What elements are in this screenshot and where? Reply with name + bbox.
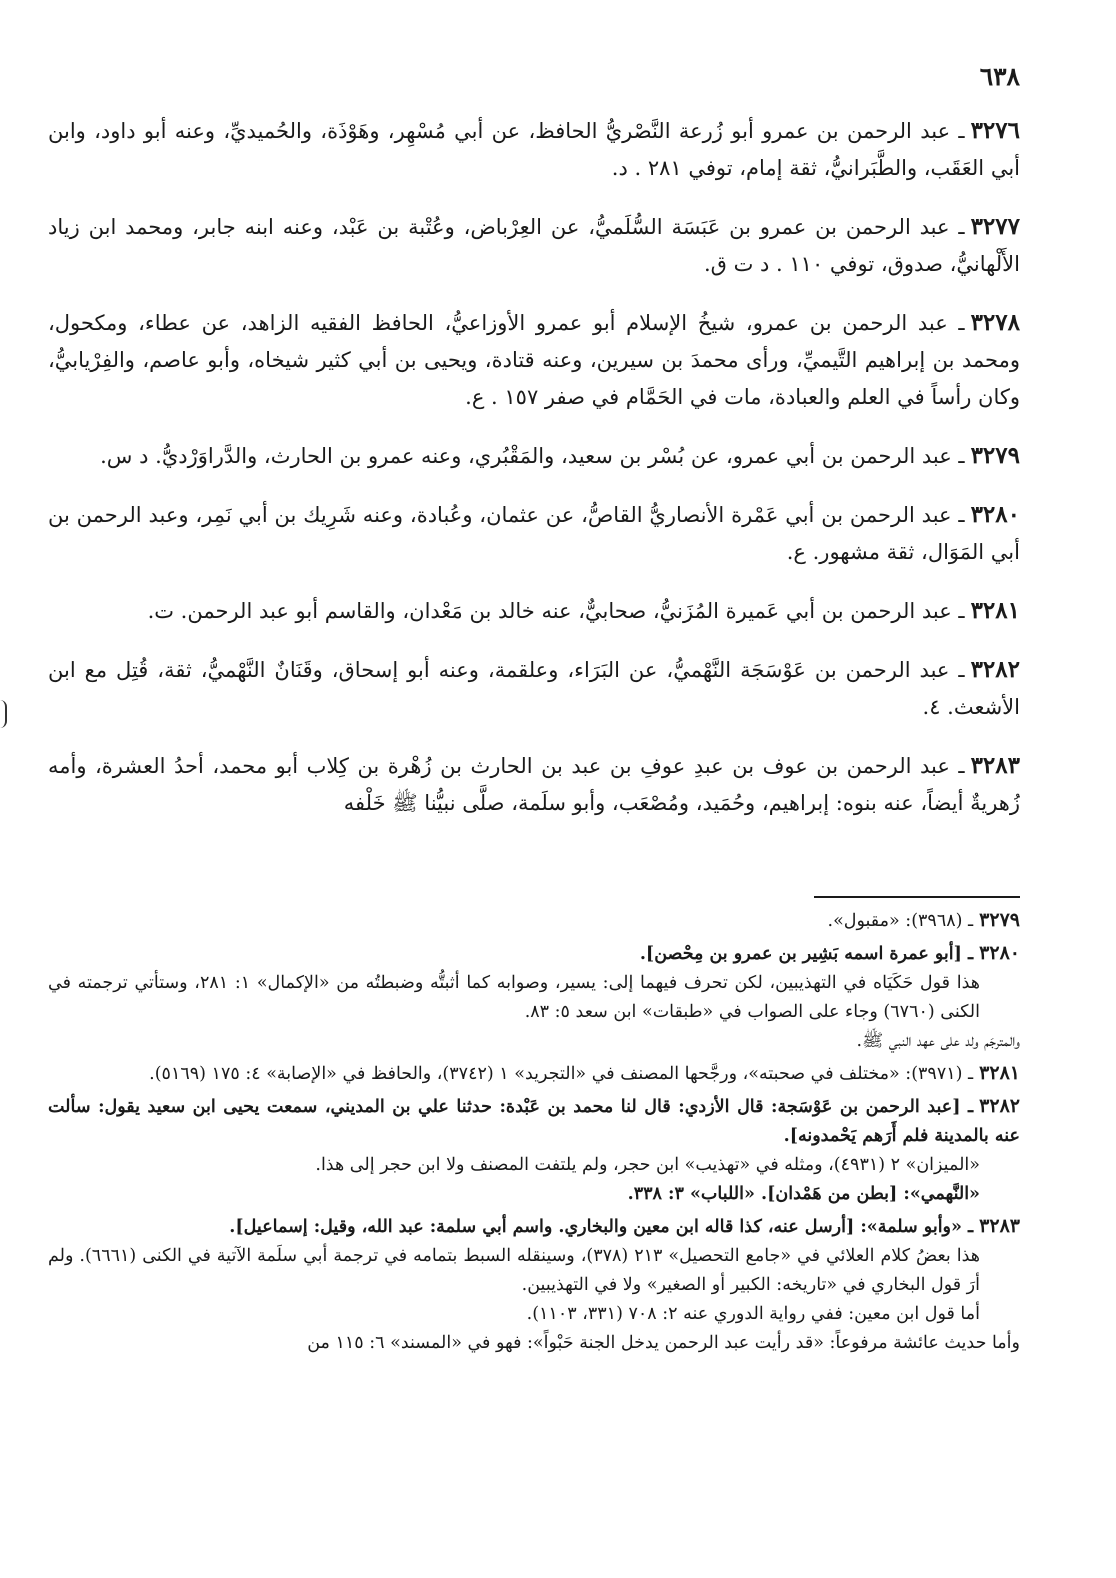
entry-text: ـ عبد الرحمن بن أبي عَمْرة الأنصاريُّ القاصُّ، عن عثمان، وعُبادة، وعنه شَرِيك بن أبي نَمِر، وعبد الرحمن بن أبي المَوَال، ثقة مشهور. ع. bbox=[48, 503, 1020, 564]
entry bbox=[48, 437, 1020, 475]
entry-text: ـ عبد الرحمن بن عمرو بن عَبَسَة السُّلَميُّ، عن العِرْباض، وعُتْبة بن عَبْد، وعنه ابنه جابر، ومحمد ابن زياد الأَلْهانيُّ، صدوق، توفي ١١٠ . د ت ق. bbox=[48, 215, 1020, 276]
entry-text: ـ عبد الرحمن بن أبي عمرو، عن بُسْر بن سعيد، والمَقْبُري، وعنه عمرو بن الحارث، والدَّراوَرْديُّ. د س. bbox=[100, 444, 965, 468]
entry-text: ـ عبد الرحمن بن عَوْسَجَة النَّهْميُّ، عن البَرَاء، وعلقمة، وعنه أبو إسحاق، وقَنَانٌ النَّهْميُّ، ثقة، قُتِل مع ابن الأشعث. ٤. bbox=[48, 658, 1020, 719]
footnote-lead: ـ «وأبو سلمة»: [أرسل عنه، كذا قاله ابن معين والبخاري. واسم أبي سلمة: عبد الله، وقيل: إسماعيل]. bbox=[229, 1217, 974, 1237]
footnote-paragraph: «النَّهمي»: [بطن من هَمْدان]. «اللباب» ٣: ٣٣٨. bbox=[627, 1184, 980, 1204]
footnote-number: ٣٢٨٠ bbox=[979, 942, 1020, 964]
entry-text: ـ عبد الرحمن بن أبي عَميرة المُزَنيُّ، صحابيٌّ، عنه خالد بن مَعْدان، والقاسم أبو عبد الرحمن. ت. bbox=[147, 599, 965, 623]
page-number: ٦٣٨ bbox=[979, 62, 1020, 91]
footnote-number: ٣٢٨٣ bbox=[979, 1215, 1020, 1237]
entry-number: ٣٢٨٢ bbox=[970, 656, 1020, 683]
entry bbox=[48, 304, 1020, 416]
footnote bbox=[48, 1092, 1020, 1209]
footnote-paragraph: هذا بعضُ كلام العلائي في «جامع التحصيل» ٢١٣ (٣٧٨)، وسينقله السبط بتمامه في ترجمة أبي سلَمة الآتية في الكنى (٦٦٦١). ولم أرَ قول البخاري في «تاريخه: الكبير أو الصغير» ولا في التهذيبين. bbox=[48, 1246, 981, 1295]
entry bbox=[48, 112, 1020, 187]
entries-list bbox=[48, 112, 1020, 831]
footnote-divider bbox=[814, 896, 1020, 898]
footnote-paragraph: أما قول ابن معين: ففي رواية الدوري عنه ٢: ٧٠٨ (٣٣١، ١١٠٣). bbox=[526, 1304, 980, 1324]
entry bbox=[48, 651, 1020, 726]
footnote-paragraph: هذا قول حَكَيَاه في التهذيبين، لكن تحرف فيهما إلى: يسير، وصوابه كما أثبتُّه وضبطتُه من «الإكمال» ١: ٢٨١، وستأتي ترجمته في الكنى (٦٧٦٠) وجاء على الصواب في «طبقات» ابن سعد ٥: ٨٣. bbox=[48, 973, 980, 1022]
page-edge-mark bbox=[0, 700, 7, 728]
entry bbox=[48, 496, 1020, 571]
entry-text: ـ عبد الرحمن بن عمرو أبو زُرعة النَّصْريُّ الحافظ، عن أبي مُسْهِر، وهَوْذَة، والحُميديِّ، وعنه أبو داود، وابن أبي العَقَب، والطَّبَرانيُّ، ثقة إمام، توفي ٢٨١ . د. bbox=[48, 119, 1020, 180]
entry-text: ـ عبد الرحمن بن عوف بن عبدِ عوفِ بن عبد بن الحارث بن زُهْرة بن كِلاب أبو محمد، أحدُ العشرة، وأمه زُهريةٌ أيضاً، عنه بنوه: إبراهيم، وحُمَيد، ومُصْعَب، وأبو سلَمة، صلَّى نبيُّنا ﷺ خَلْفه bbox=[48, 754, 1020, 815]
footnote-number: ٣٢٧٩ bbox=[979, 909, 1020, 931]
footnote-lead: ـ [أبو عمرة اسمه بَشِير بن عمرو بن مِحْصن]. bbox=[639, 944, 974, 964]
footnotes-list bbox=[48, 906, 1020, 1361]
entry-number: ٣٢٧٦ bbox=[970, 117, 1020, 144]
entry bbox=[48, 592, 1020, 630]
entry-number: ٣٢٧٩ bbox=[970, 442, 1020, 469]
footnote bbox=[48, 906, 1020, 936]
footnote-lead: ـ [عبد الرحمن بن عَوْسَجة: قال الأزدي: قال لنا محمد بن عَبْدة: حدثنا علي بن المديني، سمعت يحيى ابن سعيد يقول: سألت عنه بالمدينة فلم أَرَهم يَحْمدونه]. bbox=[48, 1097, 1020, 1146]
entry-text: ـ عبد الرحمن بن عمرو، شيخُ الإسلام أبو عمرو الأوزاعيُّ، الحافظ الفقيه الزاهد، عن عطاء، ومكحول، ومحمد بن إبراهيم التَّيميِّ، ورأى محمدَ بن سيرين، وعنه قتادة، ويحيى بن أبي كثير شيخاه، وأبو عاصم، والفِرْيابيُّ، وكان رأساً في العلم والعبادة، مات في الحَمَّام في صفر ١٥٧ . ع. bbox=[48, 311, 1020, 409]
footnote-paragraph: وأما حديث عائشة مرفوعاً: «قد رأيت عبد الرحمن يدخل الجنة حَبْواً»: فهو في «المسند» ٦: ١١٥ من bbox=[307, 1333, 1020, 1353]
footnote bbox=[48, 939, 1020, 1056]
entry-number: ٣٢٧٨ bbox=[970, 309, 1020, 336]
footnote bbox=[48, 1059, 1020, 1089]
entry-number: ٣٢٨١ bbox=[970, 597, 1020, 624]
footnote-paragraph: «الميزان» ٢ (٤٩٣١)، ومثله في «تهذيب» ابن حجر، ولم يلتفت المصنف ولا ابن حجر إلى هذا. bbox=[315, 1155, 980, 1175]
footnote-text: ـ (٣٩٧١): «مختلف في صحبته»، ورجَّحها المصنف في «التجريد» ١ (٣٧٤٢)، والحافظ في «الإصابة» ٤: ١٧٥ (٥١٦٩). bbox=[149, 1064, 974, 1084]
footnote bbox=[48, 1212, 1020, 1358]
footnote-number: ٣٢٨١ bbox=[979, 1062, 1020, 1084]
entry-number: ٣٢٧٧ bbox=[970, 213, 1020, 240]
entry bbox=[48, 208, 1020, 283]
entry-number: ٣٢٨٣ bbox=[970, 752, 1020, 779]
footnote-paragraph: والمترجَم ولد على عهد النبي ﷺ. bbox=[856, 1031, 1020, 1051]
entry-number: ٣٢٨٠ bbox=[970, 501, 1020, 528]
footnote-number: ٣٢٨٢ bbox=[979, 1095, 1020, 1117]
footnote-text: ـ (٣٩٦٨): «مقبول». bbox=[827, 911, 974, 931]
entry bbox=[48, 747, 1020, 822]
